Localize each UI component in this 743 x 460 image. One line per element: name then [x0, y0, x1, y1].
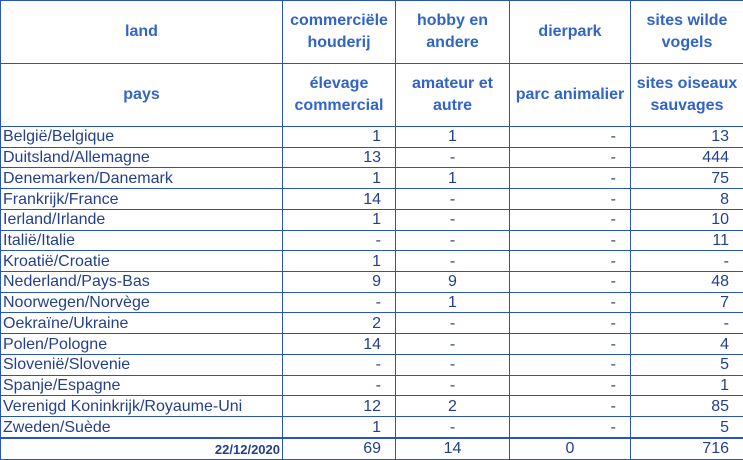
row-hobby: 1 [396, 168, 510, 189]
header-commercial-nl: commerciële houderij [283, 1, 396, 64]
table-row [1, 209, 743, 230]
row-wild: 444 [631, 147, 743, 168]
row-zoo: - [510, 313, 631, 334]
row-hobby: - [396, 147, 510, 168]
row-wild: 1 [631, 375, 743, 396]
table-row [1, 417, 743, 438]
row-zoo: - [510, 396, 631, 417]
row-zoo: - [510, 189, 631, 210]
row-country: Zweden/Suède [1, 417, 283, 438]
header-wild-fr: sites oiseaux sauvages [631, 64, 743, 127]
row-hobby: 1 [396, 127, 510, 148]
row-commercial: 13 [283, 147, 396, 168]
row-commercial: 1 [283, 209, 396, 230]
row-wild: - [631, 251, 743, 272]
row-commercial: - [283, 354, 396, 375]
row-wild: 4 [631, 334, 743, 355]
row-country: Frankrijk/France [1, 189, 283, 210]
row-zoo: - [510, 272, 631, 293]
row-country: Denemarken/Danemark [1, 168, 283, 189]
header-zoo-fr: parc animalier [510, 64, 631, 127]
row-zoo: - [510, 251, 631, 272]
row-zoo: - [510, 147, 631, 168]
table-row [1, 272, 743, 293]
row-wild: 48 [631, 272, 743, 293]
row-hobby: 9 [396, 272, 510, 293]
row-country: Polen/Pologne [1, 334, 283, 355]
row-hobby: - [396, 251, 510, 272]
table-row [1, 251, 743, 272]
header-row-fr [1, 64, 743, 127]
row-country: Spanje/Espagne [1, 375, 283, 396]
row-country: Ierland/Irlande [1, 209, 283, 230]
row-hobby: - [396, 313, 510, 334]
row-hobby: - [396, 375, 510, 396]
table-row [1, 354, 743, 375]
total-wild: 716 [631, 438, 743, 460]
table-body [1, 127, 743, 439]
header-hobby-nl: hobby en andere [396, 1, 510, 64]
row-commercial: 1 [283, 251, 396, 272]
row-wild: 75 [631, 168, 743, 189]
total-date: 22/12/2020 [1, 438, 283, 460]
header-row-nl [1, 1, 743, 64]
row-commercial: 9 [283, 272, 396, 293]
row-country: Noorwegen/Norvège [1, 292, 283, 313]
row-wild: 5 [631, 354, 743, 375]
row-hobby: - [396, 209, 510, 230]
row-hobby: 1 [396, 292, 510, 313]
row-zoo: - [510, 209, 631, 230]
total-hobby: 14 [396, 438, 510, 460]
table-row [1, 292, 743, 313]
row-hobby: - [396, 189, 510, 210]
row-wild: 7 [631, 292, 743, 313]
header-zoo-nl: dierpark [510, 1, 631, 64]
row-zoo: - [510, 375, 631, 396]
row-country: Oekraïne/Ukraine [1, 313, 283, 334]
row-commercial: 14 [283, 189, 396, 210]
row-commercial: 12 [283, 396, 396, 417]
row-country: Slovenië/Slovenie [1, 354, 283, 375]
row-commercial: - [283, 375, 396, 396]
total-row [1, 438, 743, 460]
row-commercial: 1 [283, 168, 396, 189]
row-commercial: 14 [283, 334, 396, 355]
header-country-nl: land [1, 1, 283, 64]
row-country: Duitsland/Allemagne [1, 147, 283, 168]
table-row [1, 313, 743, 334]
table-row [1, 147, 743, 168]
row-commercial: 1 [283, 127, 396, 148]
row-zoo: - [510, 168, 631, 189]
row-hobby: - [396, 334, 510, 355]
row-country: Italië/Italie [1, 230, 283, 251]
row-wild: 11 [631, 230, 743, 251]
table-row [1, 334, 743, 355]
row-zoo: - [510, 417, 631, 438]
total-commercial: 69 [283, 438, 396, 460]
row-wild: - [631, 313, 743, 334]
table-row [1, 189, 743, 210]
header-country-fr: pays [1, 64, 283, 127]
row-country: België/Belgique [1, 127, 283, 148]
row-commercial: - [283, 230, 396, 251]
row-zoo: - [510, 354, 631, 375]
row-hobby: 2 [396, 396, 510, 417]
header-wild-nl: sites wilde vogels [631, 1, 743, 64]
row-zoo: - [510, 230, 631, 251]
row-zoo: - [510, 292, 631, 313]
header-commercial-fr: élevage commercial [283, 64, 396, 127]
row-country: Kroatië/Croatie [1, 251, 283, 272]
row-country: Verenigd Koninkrijk/Royaume-Uni [1, 396, 283, 417]
row-country: Nederland/Pays-Bas [1, 272, 283, 293]
row-zoo: - [510, 127, 631, 148]
table-row [1, 396, 743, 417]
row-wild: 85 [631, 396, 743, 417]
row-hobby: - [396, 354, 510, 375]
row-hobby: - [396, 417, 510, 438]
row-wild: 5 [631, 417, 743, 438]
table-row [1, 375, 743, 396]
header-hobby-fr: amateur et autre [396, 64, 510, 127]
row-wild: 13 [631, 127, 743, 148]
row-wild: 10 [631, 209, 743, 230]
row-hobby: - [396, 230, 510, 251]
row-commercial: - [283, 292, 396, 313]
row-commercial: 2 [283, 313, 396, 334]
table-row [1, 168, 743, 189]
table-row [1, 230, 743, 251]
row-commercial: 1 [283, 417, 396, 438]
total-zoo: 0 [510, 438, 631, 460]
row-zoo: - [510, 334, 631, 355]
row-wild: 8 [631, 189, 743, 210]
table-row [1, 127, 743, 148]
